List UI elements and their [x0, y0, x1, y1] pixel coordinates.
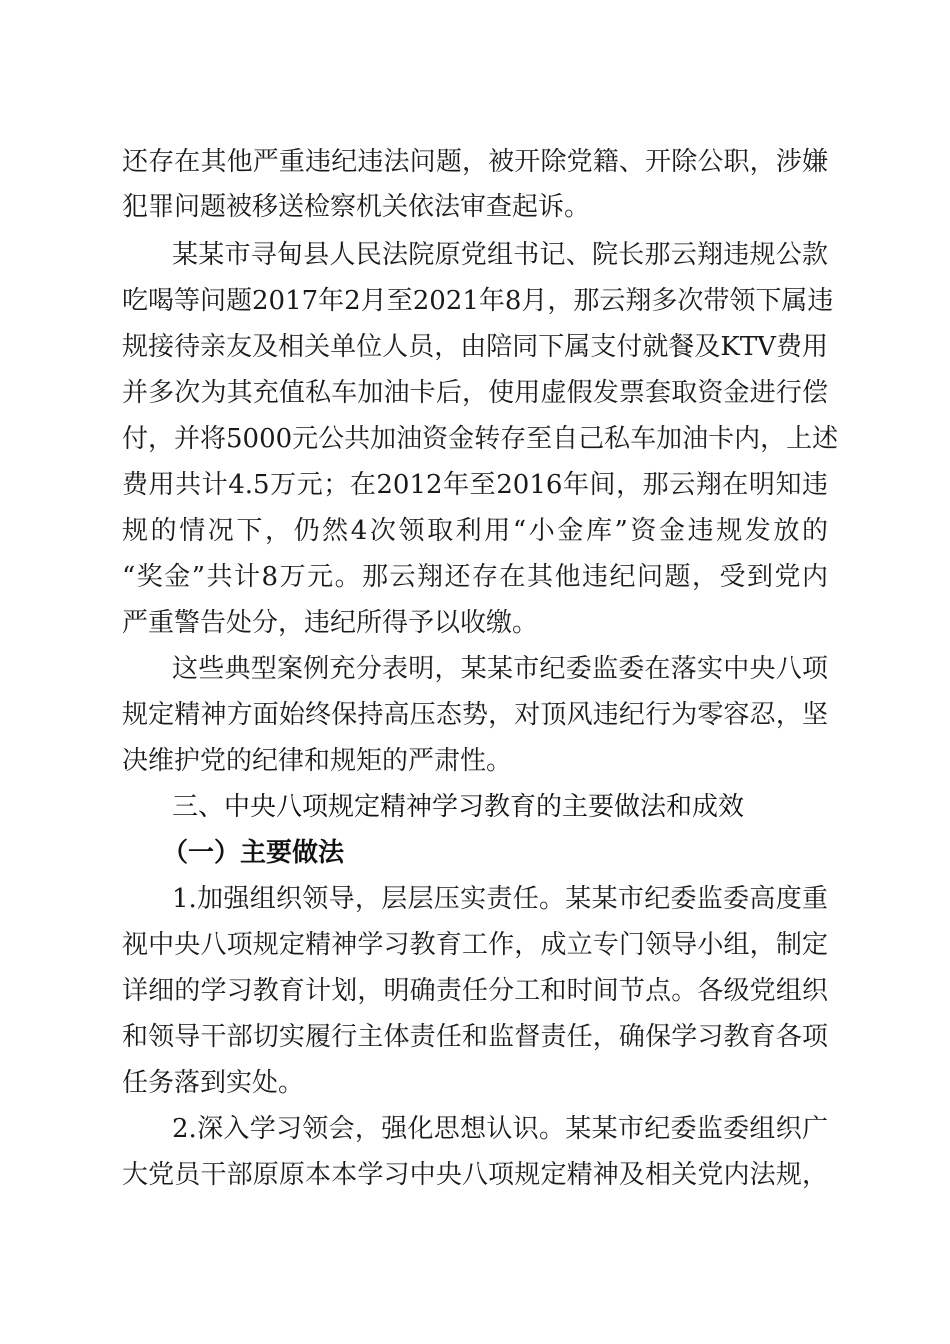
paragraph-3-line-3: 决维护党的纪律和规矩的严肃性。: [122, 746, 513, 776]
paragraph-3-line-1: 这些典型案例充分表明，某某市纪委监委在落实中央八项: [172, 654, 828, 684]
paragraph-5-line-2: 大党员干部原原本本学习中央八项规定精神及相关党内法规，: [122, 1160, 828, 1190]
paragraph-4-line-3: 详细的学习教育计划，明确责任分工和时间节点。各级党组织: [122, 976, 828, 1006]
paragraph-1-line-2: 犯罪问题被移送检察机关依法审查起诉。: [122, 192, 591, 222]
paragraph-2-line-9: 严重警告处分，违纪所得予以收缴。: [122, 608, 539, 638]
paragraph-2-line-2: 吃喝等问题2017年2月至2021年8月，那云翔多次带领下属违: [122, 286, 834, 316]
paragraph-2-line-1: 某某市寻甸县人民法院原党组书记、院长那云翔违规公款: [172, 240, 828, 270]
paragraph-3-line-2: 规定精神方面始终保持高压态势，对顶风违纪行为零容忍，坚: [122, 700, 828, 730]
paragraph-2-line-8: “奖金”共计8万元。那云翔还存在其他违纪问题，受到党内: [122, 562, 828, 592]
paragraph-2-line-4: 并多次为其充值私车加油卡后，使用虚假发票套取资金进行偿: [122, 378, 828, 408]
paragraph-5-line-1: 2.深入学习领会，强化思想认识。某某市纪委监委组织广: [172, 1114, 828, 1144]
paragraph-1-line-1: 还存在其他严重违纪违法问题，被开除党籍、开除公职，涉嫌: [122, 147, 828, 177]
paragraph-2-line-7: 规的情况下，仍然4次领取利用“小金库”资金违规发放的: [122, 516, 828, 546]
paragraph-2-line-6: 费用共计4.5万元；在2012年至2016年间，那云翔在明知违: [122, 470, 828, 500]
paragraph-2-line-5: 付，并将5000元公共加油资金转存至自己私车加油卡内，上述: [122, 424, 839, 454]
paragraph-4-line-1: 1.加强组织领导，层层压实责任。某某市纪委监委高度重: [172, 884, 828, 914]
subsection-heading: （一）主要做法: [162, 838, 345, 868]
paragraph-4-line-2: 视中央八项规定精神学习教育工作，成立专门领导小组，制定: [122, 930, 828, 960]
section-heading: 三、中央八项规定精神学习教育的主要做法和成效: [172, 792, 745, 822]
paragraph-4-line-4: 和领导干部切实履行主体责任和监督责任，确保学习教育各项: [122, 1022, 828, 1052]
paragraph-2-line-3: 规接待亲友及相关单位人员，由陪同下属支付就餐及KTV费用: [122, 332, 828, 362]
paragraph-4-line-5: 任务落到实处。: [122, 1068, 305, 1098]
